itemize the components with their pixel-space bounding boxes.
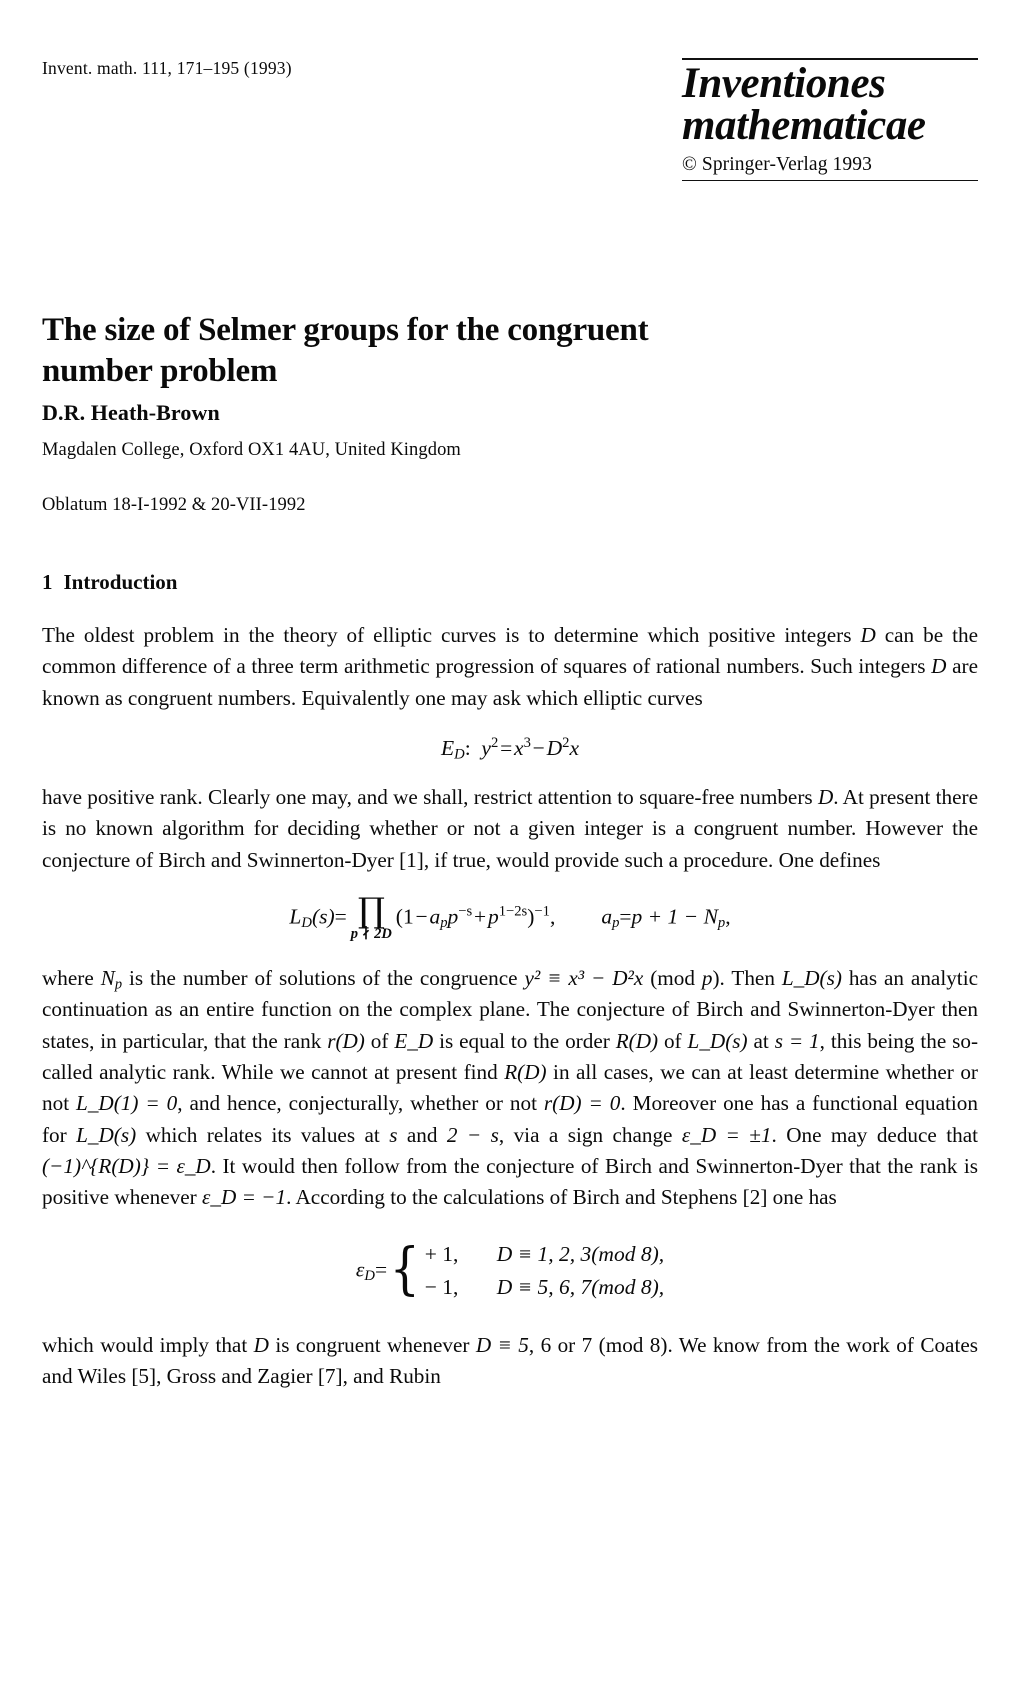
eq-ap-equals: = (619, 904, 632, 929)
author-name: D.R. Heath-Brown (42, 400, 220, 425)
p3-c: (mod (643, 966, 702, 991)
inline-math-2-minus-s: 2 − s (446, 1122, 499, 1147)
p3-e: has an analytic continuation as an entire function on the complex plane. The conjecture of Birch and Swinnerton-Dyer then states, in particular, that the rank (42, 966, 978, 1053)
p4-b: is congruent whenever (268, 1333, 476, 1358)
eq-open-paren: (1 (395, 904, 414, 929)
eq-N: N (703, 904, 718, 929)
inline-math-Np: $N_p$ (100, 966, 123, 993)
inline-math-rD: r(D) (327, 1028, 365, 1053)
eq-L-equals: = (334, 904, 347, 929)
p3-s: . According to the calculations of Birch and Stephens [2] one has (286, 1185, 837, 1210)
inline-math-rD0: r(D) = 0 (543, 1091, 621, 1116)
eq-p2: p (487, 904, 499, 929)
p3-l: , and hence, conjecturally, whether or not (177, 1091, 544, 1116)
eq-curve-D-exp: 2 (562, 734, 570, 751)
page-title-line1: The size of Selmer groups for the congruent (42, 312, 649, 349)
product-subscript: p ∤ 2D (350, 926, 392, 943)
eq-comma-2: , (725, 904, 731, 929)
eq-a-sub: p (440, 915, 448, 932)
page-title (42, 310, 742, 393)
section-heading-introduction (42, 570, 177, 595)
section-number: 1 (42, 570, 53, 594)
journal-title-line2: mathematicae (682, 102, 926, 150)
cases-row-2-condition: D ≡ 5, 6, 7(mod 8), (496, 1274, 665, 1299)
p1-segment-1: The oldest problem in the theory of elliptic curves is to determine which positive integers (42, 623, 861, 647)
paragraph-2 (42, 782, 978, 876)
p3-i: at (747, 1028, 775, 1053)
inline-math-RD: R(D) (615, 1028, 659, 1053)
p3-b: is the number of solutions of the congruence (122, 966, 525, 991)
eq-ap-sub: p (612, 915, 620, 932)
cases-row-1-condition: D ≡ 1, 2, 3(mod 8), (496, 1241, 665, 1266)
section-title: Introduction (63, 570, 178, 594)
inline-math-D: D (817, 785, 834, 810)
eq-comma: , (549, 904, 556, 929)
equation-l-function (42, 891, 978, 943)
inline-math-D-cong-5: D ≡ 5 (475, 1333, 529, 1358)
inline-math-LD1: L_D(1) = 0 (76, 1091, 178, 1116)
p3-f: of (364, 1028, 395, 1053)
eq-p2-exp: 1−2s (498, 903, 528, 920)
eq-curve-y-exp: 2 (490, 734, 499, 751)
author-affiliation: Magdalen College, Oxford OX1 4AU, United Kingdom (42, 440, 461, 460)
eq-curve-E-sub: D (454, 746, 465, 763)
inline-math-minus-one-RD: (−1)^{R(D)} = ε_D (42, 1153, 211, 1178)
p2-segment-1: have positive rank. Clearly one may, and we shall, restrict attention to square-free numbers (42, 785, 818, 810)
eq-close-paren: ) (527, 904, 535, 929)
eq-curve-y: y (481, 735, 491, 760)
p4-a: which would imply that (42, 1333, 254, 1358)
cases-rows (425, 1238, 664, 1305)
inline-math-p: p (701, 966, 713, 991)
eq-curve-equals: = (500, 735, 513, 760)
inline-math-eps-minus: ε_D = −1 (202, 1185, 287, 1210)
cases-block (387, 1238, 664, 1305)
eq-N-sub: p (717, 915, 726, 932)
inline-math-D: D (860, 623, 876, 647)
p3-g: is equal to the order (433, 1028, 616, 1053)
p3-j: , this being the so-called analytic rank. While we cannot at present find (42, 1028, 979, 1085)
cases-row-2-value: − 1, (424, 1274, 459, 1299)
copyright-line: © Springer-Verlag 1993 (682, 154, 872, 176)
eq-curve-colon: : (464, 735, 471, 760)
inline-math-congruence: y² ≡ x³ − D²x (524, 966, 644, 991)
p3-r: . It would then follow from the conjecture of Birch and Swinnerton-Dyer that the rank is positive whenever (42, 1153, 978, 1210)
p2-segment-2: . At present there is no known algorithm for deciding whether or not a given integer is a congruent number. However the conjecture of Birch and Swinnerton-Dyer [1], if true, would provide such a procedure. One defines (42, 785, 979, 872)
eq-p1: p (447, 904, 459, 929)
inline-math-ED: E_D (394, 1028, 434, 1053)
eq-L-sub: D (301, 915, 312, 932)
cases-row-1-value: + 1, (424, 1241, 459, 1266)
p1-segment-3: are known as congruent numbers. Equivalently one may ask which elliptic curves (42, 654, 978, 710)
p3-o: and (397, 1122, 447, 1147)
eq-close-exp: −1 (534, 903, 550, 920)
eq-eps: ε (355, 1256, 365, 1281)
inline-math-LDs: L_D(s) (76, 1122, 137, 1147)
p3-n: which relates its values at (136, 1122, 390, 1147)
running-head: Invent. math. 111, 171–195 (1993) (42, 58, 292, 78)
cases-row-2 (425, 1271, 664, 1304)
p3-d: ). Then (712, 966, 782, 991)
eq-curve-x: x (514, 735, 524, 760)
eq-plus: + (474, 904, 487, 929)
inline-math-LDs: L_D(s) (781, 966, 842, 991)
paragraph-3 (42, 963, 978, 1213)
paragraph-1 (42, 620, 978, 714)
eq-ap-rhs: p + 1 − (631, 904, 704, 929)
received-date: Oblatum 18-I-1992 & 20-VII-1992 (42, 495, 306, 515)
article-body (42, 620, 978, 1393)
eq-minus-1: − (415, 904, 428, 929)
p4-c: , 6 or 7 (mod 8). We know from the work of Coates and Wiles [5], Gross and Zagier [7], and Rubin (42, 1333, 978, 1389)
eq-curve-x2: x (569, 735, 579, 760)
inline-math-LDs: L_D(s) (687, 1028, 748, 1053)
eq-curve-E: E (440, 735, 455, 760)
p3-q: . One may deduce that (771, 1122, 978, 1147)
inline-math-D: D (253, 1333, 269, 1358)
inline-math-RD: R(D) (504, 1060, 547, 1085)
product-glyph: ∏ (357, 891, 385, 932)
eq-L-arg: (s) (311, 904, 335, 929)
inline-math-D: D (931, 654, 947, 679)
p3-a: where (42, 966, 101, 991)
inline-math-eps-pm: ε_D = ±1 (681, 1122, 772, 1147)
product-operator (350, 891, 392, 943)
journal-title-line1: Inventiones (682, 60, 886, 107)
journal-title (682, 60, 978, 150)
eq-curve-x-exp: 3 (523, 734, 531, 751)
paragraph-4 (42, 1330, 978, 1393)
p3-m: . Moreover one has a functional equation for (42, 1091, 978, 1147)
inline-math-s: s (389, 1122, 398, 1147)
eq-L: L (289, 904, 302, 929)
p3-k: in all cases, we can at least determine whether or not (42, 1060, 978, 1116)
cases-row-1 (425, 1238, 664, 1271)
eq-curve-D: D (546, 735, 563, 760)
inline-math-s-eq-1: s = 1 (774, 1028, 820, 1053)
p3-h: of (658, 1028, 688, 1053)
equation-epsilon-cases (42, 1238, 978, 1305)
eq-eps-equals: = (374, 1256, 388, 1281)
eq-p1-exp: −s (458, 903, 473, 920)
journal-masthead (682, 58, 978, 181)
eq-curve-minus: − (532, 735, 545, 760)
page-title-line2: number problem (42, 353, 278, 390)
equation-elliptic-curve (42, 732, 978, 764)
eq-a: a (429, 904, 441, 929)
p3-p: , via a sign change (498, 1122, 682, 1147)
p1-segment-2: can be the common difference of a three term arithmetic progression of squares of rational numbers. Such integers (42, 623, 978, 679)
eq-ap: a (601, 904, 613, 929)
eq-eps-sub: D (364, 1267, 375, 1284)
masthead-rule-bottom (682, 180, 978, 181)
left-brace: { (389, 1237, 421, 1302)
